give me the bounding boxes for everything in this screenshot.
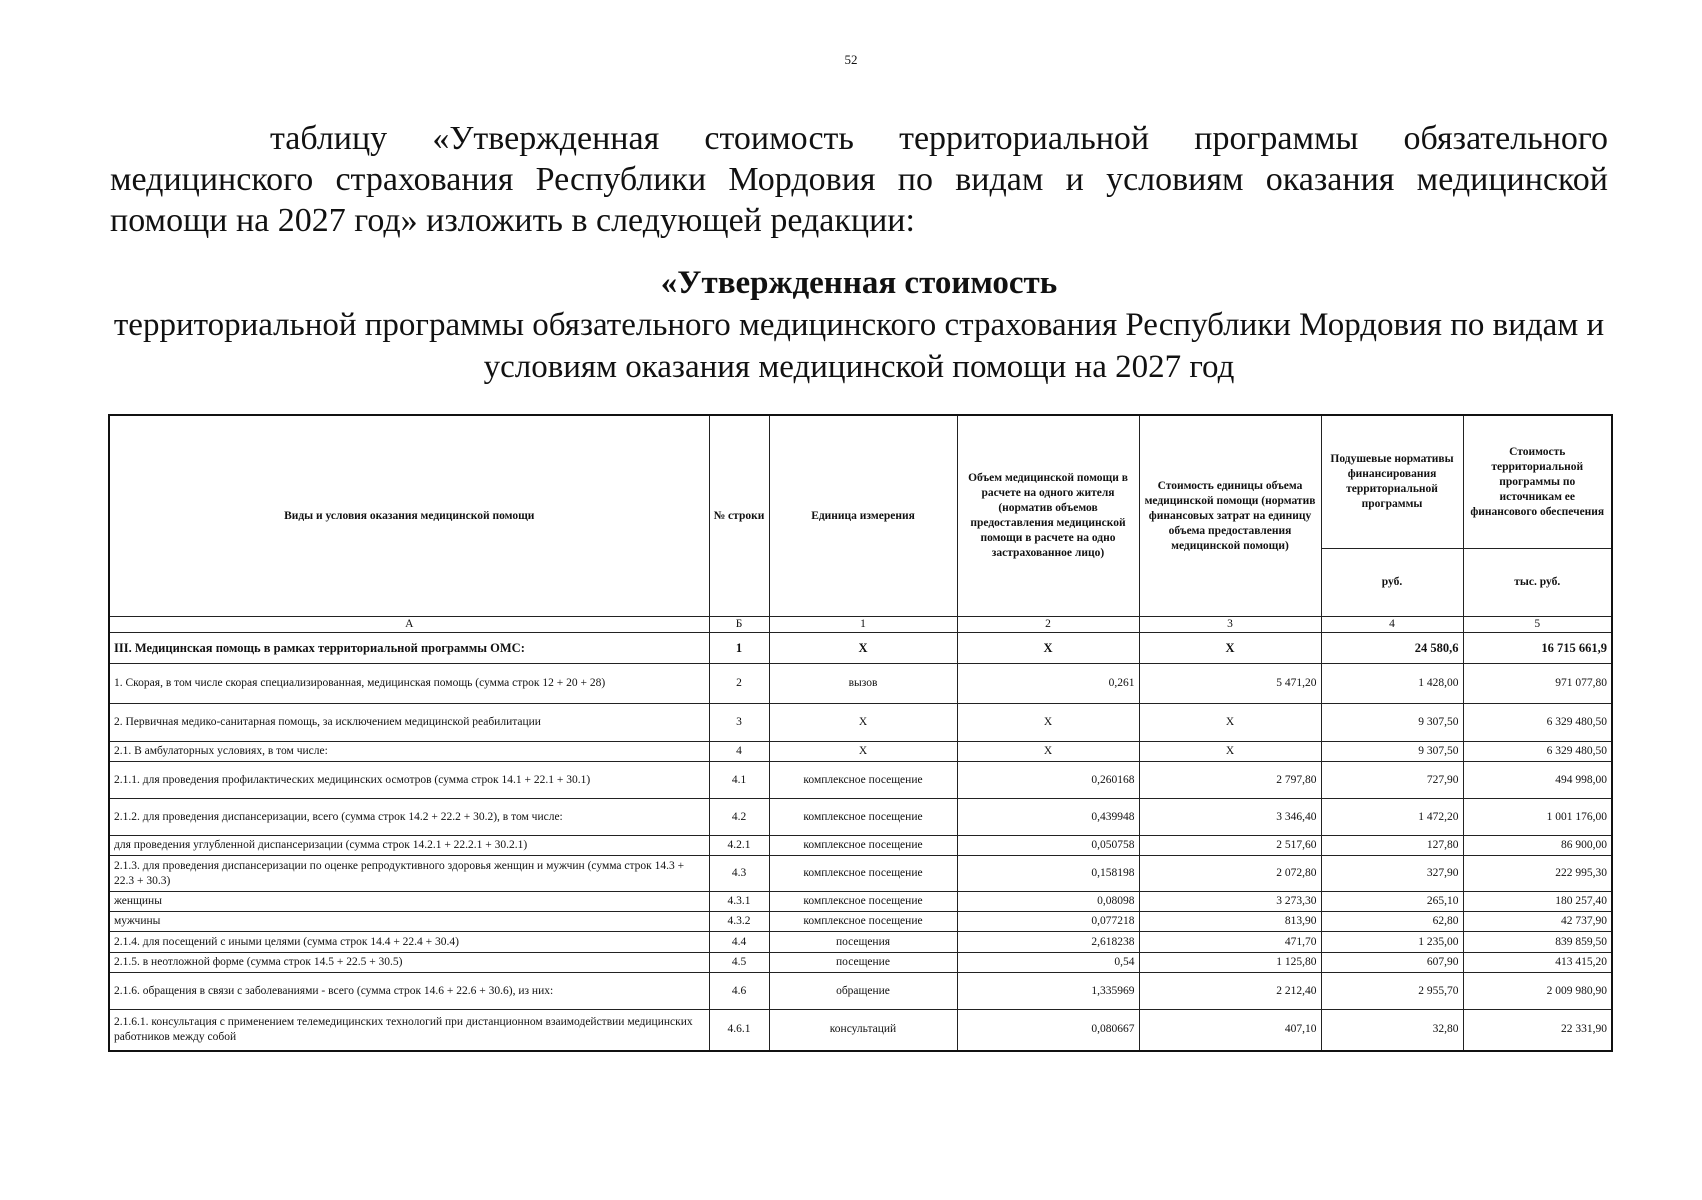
row-name: 2.1.2. для проведения диспансеризации, всего (сумма строк 14.2 + 22.2 + 30.2), в том числе: xyxy=(109,799,709,836)
row-unit: комплексное посещение xyxy=(769,912,957,932)
row-unit-cost: 5 471,20 xyxy=(1139,664,1321,704)
cost-table xyxy=(108,414,1613,1052)
row-volume: 0,54 xyxy=(957,953,1139,973)
row-volume: 0,260168 xyxy=(957,762,1139,799)
table-title-rest: территориальной программы обязательного медицинского страхования Республики Мордовия по видам и условиям оказания медицинской помощи на 2027 год xyxy=(113,307,1605,385)
table-row xyxy=(109,1010,1612,1051)
row-total: 42 737,90 xyxy=(1463,912,1612,932)
row-line-number: 4.6.1 xyxy=(709,1010,769,1051)
table-row xyxy=(109,704,1612,742)
row-per-capita: 727,90 xyxy=(1321,762,1463,799)
table-row xyxy=(109,799,1612,836)
row-total: 86 900,00 xyxy=(1463,836,1612,856)
column-index: 4 xyxy=(1321,617,1463,633)
row-per-capita: 2 955,70 xyxy=(1321,973,1463,1010)
row-unit-cost: 1 125,80 xyxy=(1139,953,1321,973)
column-index: 2 xyxy=(957,617,1139,633)
table-row xyxy=(109,633,1612,664)
header-care-type: Виды и условия оказания медицинской помощи xyxy=(109,415,709,617)
row-line-number: 4.3 xyxy=(709,856,769,892)
row-line-number: 4.1 xyxy=(709,762,769,799)
row-name: 2.1.6. обращения в связи с заболеваниями - всего (сумма строк 14.6 + 22.6 + 30.6), из них: xyxy=(109,973,709,1010)
row-unit: обращение xyxy=(769,973,957,1010)
row-total: 22 331,90 xyxy=(1463,1010,1612,1051)
row-unit-cost: 2 212,40 xyxy=(1139,973,1321,1010)
row-unit: посещения xyxy=(769,932,957,953)
row-total: 1 001 176,00 xyxy=(1463,799,1612,836)
column-index: 3 xyxy=(1139,617,1321,633)
header-unit: Единица измерения xyxy=(769,415,957,617)
table-row xyxy=(109,856,1612,892)
row-total: 413 415,20 xyxy=(1463,953,1612,973)
row-unit-cost: 2 517,60 xyxy=(1139,836,1321,856)
row-volume: 0,439948 xyxy=(957,799,1139,836)
row-line-number: 4.5 xyxy=(709,953,769,973)
row-unit: Х xyxy=(769,704,957,742)
column-index: А xyxy=(109,617,709,633)
row-line-number: 4.6 xyxy=(709,973,769,1010)
row-total: 6 329 480,50 xyxy=(1463,742,1612,762)
row-volume: 1,335969 xyxy=(957,973,1139,1010)
row-per-capita: 265,10 xyxy=(1321,892,1463,912)
row-per-capita: 607,90 xyxy=(1321,953,1463,973)
row-unit: комплексное посещение xyxy=(769,836,957,856)
row-volume: 0,158198 xyxy=(957,856,1139,892)
row-unit-cost: 2 072,80 xyxy=(1139,856,1321,892)
row-name: 2.1.6.1. консультация с применением телемедицинских технологий при дистанционном взаимодействии медицинских работников между собой xyxy=(109,1010,709,1051)
row-per-capita: 327,90 xyxy=(1321,856,1463,892)
row-name: 2.1.5. в неотложной форме (сумма строк 14.5 + 22.5 + 30.5) xyxy=(109,953,709,973)
row-unit: консультаций xyxy=(769,1010,957,1051)
row-unit-cost: Х xyxy=(1139,704,1321,742)
row-unit-cost: Х xyxy=(1139,633,1321,664)
row-unit: посещение xyxy=(769,953,957,973)
table-row xyxy=(109,742,1612,762)
header-line-number: № строки xyxy=(709,415,769,617)
row-per-capita: 1 428,00 xyxy=(1321,664,1463,704)
row-total: 971 077,80 xyxy=(1463,664,1612,704)
row-line-number: 4.3.2 xyxy=(709,912,769,932)
row-volume: 0,08098 xyxy=(957,892,1139,912)
row-line-number: 4.3.1 xyxy=(709,892,769,912)
row-unit-cost: 471,70 xyxy=(1139,932,1321,953)
row-name: 2.1.4. для посещений с иными целями (сумма строк 14.4 + 22.4 + 30.4) xyxy=(109,932,709,953)
row-unit-cost: 3 346,40 xyxy=(1139,799,1321,836)
row-name: женщины xyxy=(109,892,709,912)
row-volume: 2,618238 xyxy=(957,932,1139,953)
table-row xyxy=(109,664,1612,704)
row-unit: комплексное посещение xyxy=(769,892,957,912)
row-line-number: 2 xyxy=(709,664,769,704)
row-total: 180 257,40 xyxy=(1463,892,1612,912)
table-row xyxy=(109,892,1612,912)
row-volume: Х xyxy=(957,742,1139,762)
row-unit-cost: 407,10 xyxy=(1139,1010,1321,1051)
header-total-cost: Стоимость территориальной программы по источникам ее финансового обеспечения xyxy=(1463,415,1612,549)
row-line-number: 4.2 xyxy=(709,799,769,836)
row-name: мужчины xyxy=(109,912,709,932)
row-line-number: 3 xyxy=(709,704,769,742)
row-line-number: 4.2.1 xyxy=(709,836,769,856)
page-number: 52 xyxy=(844,52,858,67)
table-row xyxy=(109,762,1612,799)
header-volume: Объем медицинской помощи в расчете на одного жителя (норматив объемов предоставления медицинской помощи в расчете на одно застрахованное лицо) xyxy=(957,415,1139,617)
row-per-capita: 62,80 xyxy=(1321,912,1463,932)
row-name: 2.1.3. для проведения диспансеризации по оценке репродуктивного здоровья женщин и мужчин (сумма строк 14.3 + 22.3 + 30.3) xyxy=(109,856,709,892)
row-total: 16 715 661,9 xyxy=(1463,633,1612,664)
column-index-row xyxy=(109,617,1612,633)
row-unit: Х xyxy=(769,633,957,664)
column-index: 5 xyxy=(1463,617,1612,633)
table-title-bold: «Утвержденная стоимость xyxy=(660,265,1058,301)
header-unit-cost: Стоимость единицы объема медицинской помощи (норматив финансовых затрат на единицу объема предоставления медицинской помощи) xyxy=(1139,415,1321,617)
row-total: 494 998,00 xyxy=(1463,762,1612,799)
column-index: Б xyxy=(709,617,769,633)
row-total: 6 329 480,50 xyxy=(1463,704,1612,742)
table-row xyxy=(109,932,1612,953)
row-name: 2.1.1. для проведения профилактических медицинских осмотров (сумма строк 14.1 + 22.1 + 30.1) xyxy=(109,762,709,799)
row-line-number: 4.4 xyxy=(709,932,769,953)
row-total: 839 859,50 xyxy=(1463,932,1612,953)
row-unit: комплексное посещение xyxy=(769,856,957,892)
row-name: 2. Первичная медико-санитарная помощь, за исключением медицинской реабилитации xyxy=(109,704,709,742)
row-volume: 0,077218 xyxy=(957,912,1139,932)
row-name: для проведения углубленной диспансеризации (сумма строк 14.2.1 + 22.2.1 + 30.2.1) xyxy=(109,836,709,856)
row-unit-cost: 2 797,80 xyxy=(1139,762,1321,799)
row-unit: комплексное посещение xyxy=(769,762,957,799)
row-per-capita: 1 235,00 xyxy=(1321,932,1463,953)
row-volume: 0,261 xyxy=(957,664,1139,704)
row-volume: Х xyxy=(957,704,1139,742)
row-name: 2.1. В амбулаторных условиях, в том числе: xyxy=(109,742,709,762)
row-volume: 0,050758 xyxy=(957,836,1139,856)
row-name: III. Медицинская помощь в рамках территориальной программы ОМС: xyxy=(109,633,709,664)
table-row xyxy=(109,836,1612,856)
row-name: 1. Скорая, в том числе скорая специализированная, медицинская помощь (сумма строк 12 + 20 + 28) xyxy=(109,664,709,704)
row-line-number: 4 xyxy=(709,742,769,762)
row-unit-cost: Х xyxy=(1139,742,1321,762)
row-line-number: 1 xyxy=(709,633,769,664)
table-row xyxy=(109,912,1612,932)
row-unit-cost: 3 273,30 xyxy=(1139,892,1321,912)
row-unit: комплексное посещение xyxy=(769,799,957,836)
table-title xyxy=(110,262,1608,388)
row-per-capita: 9 307,50 xyxy=(1321,704,1463,742)
row-total: 222 995,30 xyxy=(1463,856,1612,892)
row-per-capita: 9 307,50 xyxy=(1321,742,1463,762)
row-per-capita: 24 580,6 xyxy=(1321,633,1463,664)
row-volume: Х xyxy=(957,633,1139,664)
row-unit: вызов xyxy=(769,664,957,704)
row-per-capita: 32,80 xyxy=(1321,1010,1463,1051)
row-per-capita: 1 472,20 xyxy=(1321,799,1463,836)
row-volume: 0,080667 xyxy=(957,1010,1139,1051)
header-unit-rub: руб. xyxy=(1321,549,1463,617)
row-total: 2 009 980,90 xyxy=(1463,973,1612,1010)
header-unit-thousand-rub: тыс. руб. xyxy=(1463,549,1612,617)
row-unit: Х xyxy=(769,742,957,762)
row-per-capita: 127,80 xyxy=(1321,836,1463,856)
header-per-capita: Подушевые нормативы финансирования территориальной программы xyxy=(1321,415,1463,549)
table-row xyxy=(109,953,1612,973)
table-row xyxy=(109,973,1612,1010)
intro-paragraph: таблицу «Утвержденная стоимость территориальной программы обязательного медицинского страхования Республики Мордовия по видам и условиям оказания медицинской помощи на 2027 год» изложить в следующей редакции: xyxy=(110,120,1608,239)
row-unit-cost: 813,90 xyxy=(1139,912,1321,932)
column-index: 1 xyxy=(769,617,957,633)
